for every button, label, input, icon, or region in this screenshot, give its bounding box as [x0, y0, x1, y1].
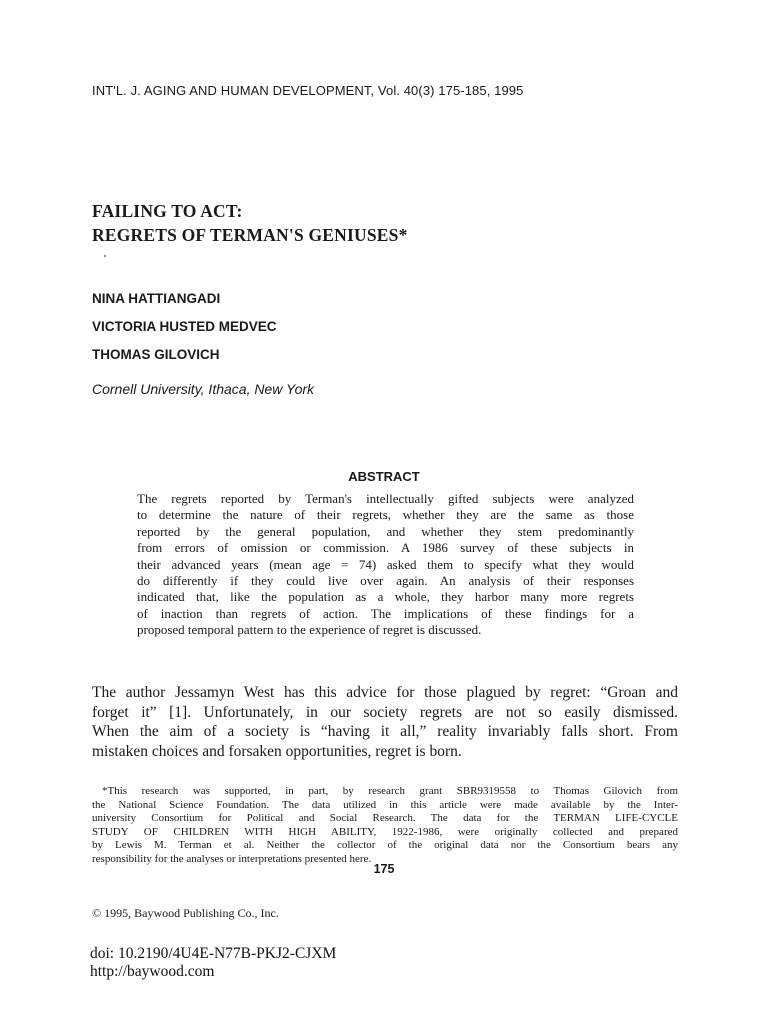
abstract-line: proposed temporal pattern to the experience of regret is discussed. [137, 622, 482, 638]
abstract-line: do differently if they could live over again. An analysis of their responses [137, 573, 634, 589]
article-title [92, 199, 408, 247]
publisher-url[interactable]: http://baywood.com [90, 963, 215, 980]
affiliation: Cornell University, Ithaca, New York [92, 381, 315, 397]
abstract-line: reported by the general population, and whether they stem predominantly [137, 523, 634, 539]
footnote [92, 785, 678, 867]
body-line: The author Jessamyn West has this advice for those plagued by regret: “Groan and [92, 684, 678, 701]
doi-block [90, 945, 336, 981]
footnote-line: responsibility for the analyses or interpretations presented here. [92, 852, 372, 865]
title-line-2: REGRETS OF TERMAN'S GENIUSES* [92, 225, 408, 245]
footnote-line: the National Science Foundation. The data utilized in this article were made available by the Inter- [92, 798, 678, 811]
body-line: mistaken choices and forsaken opportunities, regret is born. [92, 742, 462, 760]
body-line: forget it” [1]. Unfortunately, in our society regrets are not so easily dismissed. [92, 703, 678, 721]
footnote-line: by Lewis M. Terman et al. Neither the collector of the original data nor the Consortium bears any [92, 839, 678, 852]
title-line-1: FAILING TO ACT: [92, 201, 243, 221]
abstract-line: of inaction than regrets of action. The implications of these findings for a [137, 605, 634, 621]
abstract-line: indicated that, like the population as a whole, they harbor many more regrets [137, 589, 634, 605]
abstract-line: from errors of omission or commission. A 1986 survey of these subjects in [137, 540, 634, 556]
author-name: VICTORIA HUSTED MEDVEC [92, 319, 277, 334]
abstract-heading: ABSTRACT [348, 469, 420, 484]
footnote-line: *This research was supported, in part, by research grant SBR9319558 to Thomas Gilovich from [102, 785, 678, 797]
author-list [92, 290, 277, 374]
abstract-line: The regrets reported by Terman's intellectually gifted subjects were analyzed [137, 491, 634, 506]
abstract-body [137, 491, 634, 639]
page-number: 175 [373, 862, 395, 876]
author-name: THOMAS GILOVICH [92, 347, 220, 362]
doi-text: doi: 10.2190/4U4E-N77B-PKJ2-CJXM [90, 945, 337, 962]
footnote-line: university Consortium for Political and Social Research. The data for the TERMAN LIFE-CYCLE [92, 812, 678, 825]
abstract-line: to determine the nature of their regrets, whether they are the same as those [137, 507, 634, 523]
scan-speck [104, 255, 106, 257]
abstract-line: their advanced years (mean age = 74) asked them to specify what they would [137, 556, 634, 572]
body-paragraph [92, 683, 678, 761]
body-line: When the aim of a society is “having it all,” reality invariably falls short. From [92, 723, 678, 740]
copyright-notice: © 1995, Baywood Publishing Co., Inc. [92, 906, 279, 920]
author-name: NINA HATTIANGADI [92, 291, 221, 306]
journal-header: INT'L. J. AGING AND HUMAN DEVELOPMENT, Vol. 40(3) 175-185, 1995 [92, 83, 524, 98]
footnote-line: STUDY OF CHILDREN WITH HIGH ABILITY, 1922-1986, were originally collected and prepared [92, 825, 678, 838]
